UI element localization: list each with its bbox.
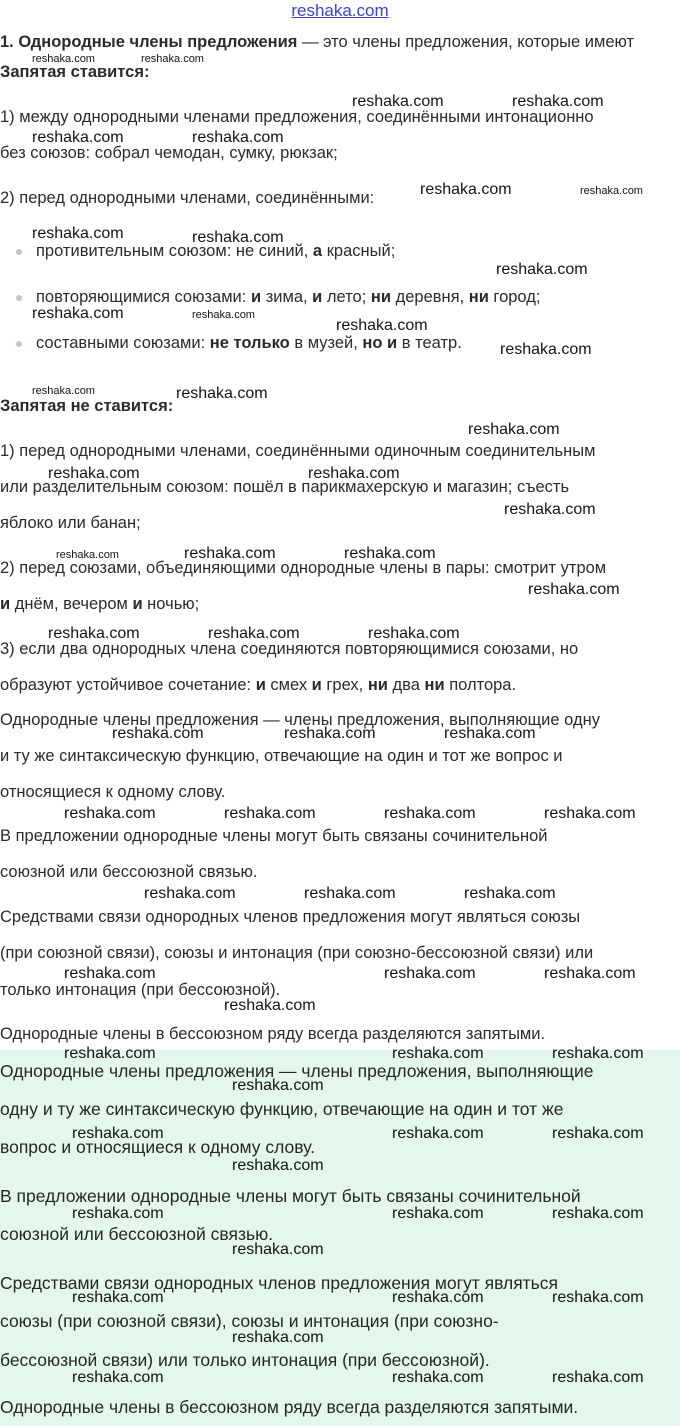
watermark: reshaka.com <box>504 501 596 518</box>
watermark: reshaka.com <box>284 725 376 742</box>
watermark: reshaka.com <box>552 1369 644 1386</box>
watermark: reshaka.com <box>580 185 643 197</box>
watermark: reshaka.com <box>544 805 636 822</box>
summary-p3-line3: только интонация (при бессоюзной). <box>0 981 281 999</box>
watermark: reshaka.com <box>496 261 588 278</box>
text: грех, <box>321 676 368 694</box>
watermark: reshaka.com <box>224 805 316 822</box>
watermark: reshaka.com <box>392 1125 484 1142</box>
comma-not-placed-item1-line1: 1) перед однородными членами, соединёнными одиночным соединительным <box>0 442 596 460</box>
bullet-conj: ни <box>468 288 489 306</box>
watermark: reshaka.com <box>72 1205 164 1222</box>
comma-placed-item1-line2: без союзов: собрал чемодан, сумку, рюкзак; <box>0 144 338 162</box>
site-header-link[interactable]: reshaka.com <box>291 1 389 20</box>
intro-term: Однородные члены предложения <box>18 33 298 51</box>
bullet-conj: не только <box>209 334 290 352</box>
watermark: reshaka.com <box>232 1077 324 1094</box>
comma-placed-item1-line1: 1) между однородными членами предложения, соединёнными интонационно <box>0 108 594 126</box>
bullet-text: красный; <box>322 242 396 260</box>
highlight-line: одну и ту же синтаксическую функцию, отвечающие на один и тот же <box>0 1099 564 1119</box>
highlight-line: союзной или бессоюзной связью. <box>0 1224 274 1244</box>
text: образуют устойчивое сочетание: <box>0 676 256 694</box>
watermark: reshaka.com <box>208 625 300 642</box>
highlight-line: вопрос и относящиеся к одному слову. <box>0 1137 315 1157</box>
comma-not-placed-item2-line1: 2) перед союзами, объединяющими однородные члены в пары: смотрит утром <box>0 559 607 577</box>
comma-not-placed-item1-line2: или разделительным союзом: пошёл в парикмахерскую и магазин; съесть <box>0 478 570 496</box>
bullet-conj: но и <box>362 334 398 352</box>
intro-line <box>0 32 634 52</box>
bullet-text: в театр. <box>397 334 462 352</box>
watermark: reshaka.com <box>232 1329 324 1346</box>
comma-not-placed-item3-line1: 3) если два однородных члена соединяются повторяющимися союзами, но <box>0 640 579 658</box>
watermark: reshaka.com <box>72 1369 164 1386</box>
watermark: reshaka.com <box>232 1241 324 1258</box>
bullet-dot <box>16 341 22 347</box>
summary-p3-line1: Средствами связи однородных членов предложения могут являться союзы <box>0 908 581 926</box>
watermark: reshaka.com <box>384 965 476 982</box>
watermark: reshaka.com <box>392 1289 484 1306</box>
watermark: reshaka.com <box>32 53 95 65</box>
watermark: reshaka.com <box>72 1289 164 1306</box>
watermark: reshaka.com <box>32 129 124 146</box>
watermark: reshaka.com <box>48 465 140 482</box>
highlight-line: союзы (при союзной связи), союзы и интонация (при союзно- <box>0 1311 499 1331</box>
watermark: reshaka.com <box>468 421 560 438</box>
bullet-conj: и <box>250 288 262 306</box>
intro-rest: — это члены предложения, которые имеют <box>297 33 635 51</box>
bullet-text: зима, <box>261 288 313 306</box>
bullet-item-repeating <box>36 287 540 307</box>
watermark: reshaka.com <box>512 93 604 110</box>
text: днём, вечером <box>10 595 133 613</box>
summary-p3-line2: (при союзной связи), союзы и интонация (при союзно-бессоюзной связи) или <box>0 944 594 962</box>
comma-not-placed-item1-line3: яблоко или банан; <box>0 514 141 532</box>
bullet-text: противительным союзом: не синий, <box>36 242 313 260</box>
watermark: reshaka.com <box>32 225 124 242</box>
highlight-line: Средствами связи однородных членов предложения могут являться <box>0 1273 559 1293</box>
comma-placed-heading: Запятая ставится: <box>0 63 150 81</box>
watermark: reshaka.com <box>176 385 268 402</box>
watermark: reshaka.com <box>112 725 204 742</box>
highlight-line: Однородные члены предложения — члены предложения, выполняющие <box>0 1061 594 1081</box>
watermark: reshaka.com <box>304 885 396 902</box>
watermark: reshaka.com <box>72 1125 164 1142</box>
watermark: reshaka.com <box>384 805 476 822</box>
watermark: reshaka.com <box>308 465 400 482</box>
watermark: reshaka.com <box>192 229 284 246</box>
bullet-conj: ни <box>370 288 391 306</box>
conj: и <box>255 676 266 694</box>
intro-number: 1. <box>0 33 14 51</box>
watermark: reshaka.com <box>552 1045 644 1062</box>
watermark: reshaka.com <box>232 1157 324 1174</box>
watermark: reshaka.com <box>392 1369 484 1386</box>
watermark: reshaka.com <box>420 181 512 198</box>
comma-not-placed-item3-line2 <box>0 675 516 695</box>
highlight-line: бессоюзной связи) или только интонация (при бессоюзной). <box>0 1350 490 1370</box>
watermark: reshaka.com <box>64 965 156 982</box>
watermark: reshaka.com <box>141 53 204 65</box>
watermark: reshaka.com <box>444 725 536 742</box>
bullet-text: в музей, <box>289 334 363 352</box>
watermark: reshaka.com <box>32 385 95 397</box>
watermark: reshaka.com <box>528 581 620 598</box>
watermark: reshaka.com <box>64 805 156 822</box>
comma-placed-item2: 2) перед однородными членами, соединёнными: <box>0 189 375 207</box>
watermark: reshaka.com <box>32 305 124 322</box>
comma-not-placed-item2-line2 <box>0 594 199 614</box>
bullet-text: повторяющимися союзами: <box>36 288 251 306</box>
text: два <box>387 676 425 694</box>
bullet-text: деревня, <box>391 288 469 306</box>
watermark: reshaka.com <box>552 1289 644 1306</box>
watermark: reshaka.com <box>48 625 140 642</box>
bullet-text: составными союзами: <box>36 334 210 352</box>
highlight-line: Однородные члены в бессоюзном ряду всегда разделяются запятыми. <box>0 1397 579 1417</box>
summary-p2-line1: В предложении однородные члены могут быть связаны сочинительной <box>0 827 548 845</box>
summary-p4-line1: Однородные члены в бессоюзном ряду всегда разделяются запятыми. <box>0 1025 546 1043</box>
conj: и <box>311 676 322 694</box>
watermark: reshaka.com <box>344 545 436 562</box>
watermark: reshaka.com <box>184 545 276 562</box>
watermark: reshaka.com <box>500 341 592 358</box>
bullet-text: город; <box>488 288 541 306</box>
conj: и <box>0 595 11 613</box>
conj: ни <box>367 676 388 694</box>
text: смех <box>265 676 312 694</box>
watermark: reshaka.com <box>224 997 316 1014</box>
watermark: reshaka.com <box>336 317 428 334</box>
bullet-dot <box>16 295 22 301</box>
summary-p1-line3: относящиеся к одному слову. <box>0 783 226 801</box>
bullet-item-compound <box>36 333 462 353</box>
watermark: reshaka.com <box>544 965 636 982</box>
bullet-text: лето; <box>322 288 371 306</box>
watermark: reshaka.com <box>552 1205 644 1222</box>
conj: и <box>132 595 143 613</box>
watermark: reshaka.com <box>392 1205 484 1222</box>
bullet-conj: а <box>312 242 323 260</box>
text: полтора. <box>444 676 517 694</box>
watermark: reshaka.com <box>352 93 444 110</box>
watermark: reshaka.com <box>192 309 255 321</box>
watermark: reshaka.com <box>392 1045 484 1062</box>
watermark: reshaka.com <box>552 1125 644 1142</box>
bullet-conj: и <box>312 288 323 306</box>
text: ночью; <box>142 595 200 613</box>
watermark: reshaka.com <box>56 549 119 561</box>
watermark: reshaka.com <box>144 885 236 902</box>
conj: ни <box>424 676 445 694</box>
summary-p1-line1: Однородные члены предложения — члены предложения, выполняющие одну <box>0 711 600 729</box>
highlight-line: В предложении однородные члены могут быть связаны сочинительной <box>0 1186 581 1206</box>
watermark: reshaka.com <box>192 129 284 146</box>
summary-p2-line2: союзной или бессоюзной связью. <box>0 863 258 881</box>
summary-p1-line2: и ту же синтаксическую функцию, отвечающие на один и тот же вопрос и <box>0 747 563 765</box>
watermark: reshaka.com <box>464 885 556 902</box>
watermark: reshaka.com <box>64 1045 156 1062</box>
bullet-dot <box>16 249 22 255</box>
watermark: reshaka.com <box>368 625 460 642</box>
comma-not-placed-heading: Запятая не ставится: <box>0 397 174 415</box>
